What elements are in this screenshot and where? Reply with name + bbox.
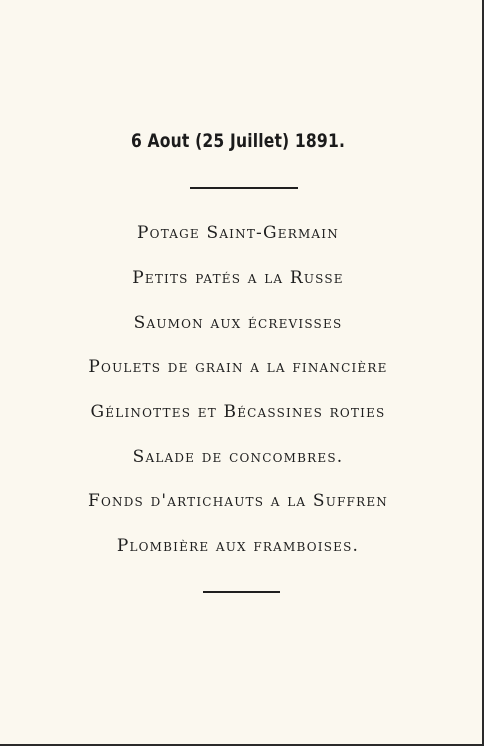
- top-divider: [190, 187, 298, 189]
- menu-item: Fonds d'artichauts a la Suffren: [88, 491, 388, 511]
- menu-item: Saumon aux écrevisses: [133, 313, 343, 333]
- menu-date: 6 Aout (25 Juillet) 1891.: [130, 130, 346, 152]
- menu-item: Gélinottes et Bécassines roties: [90, 402, 386, 422]
- menu-item: Plombière aux framboises.: [116, 536, 360, 556]
- menu-item: Petits patés a la Russe: [132, 268, 344, 288]
- menu-item: Potage Saint-Germain: [137, 223, 339, 243]
- menu-item: Salade de concombres.: [132, 447, 344, 467]
- menu-item: Poulets de grain a la financière: [88, 357, 388, 377]
- bottom-divider: [203, 591, 280, 593]
